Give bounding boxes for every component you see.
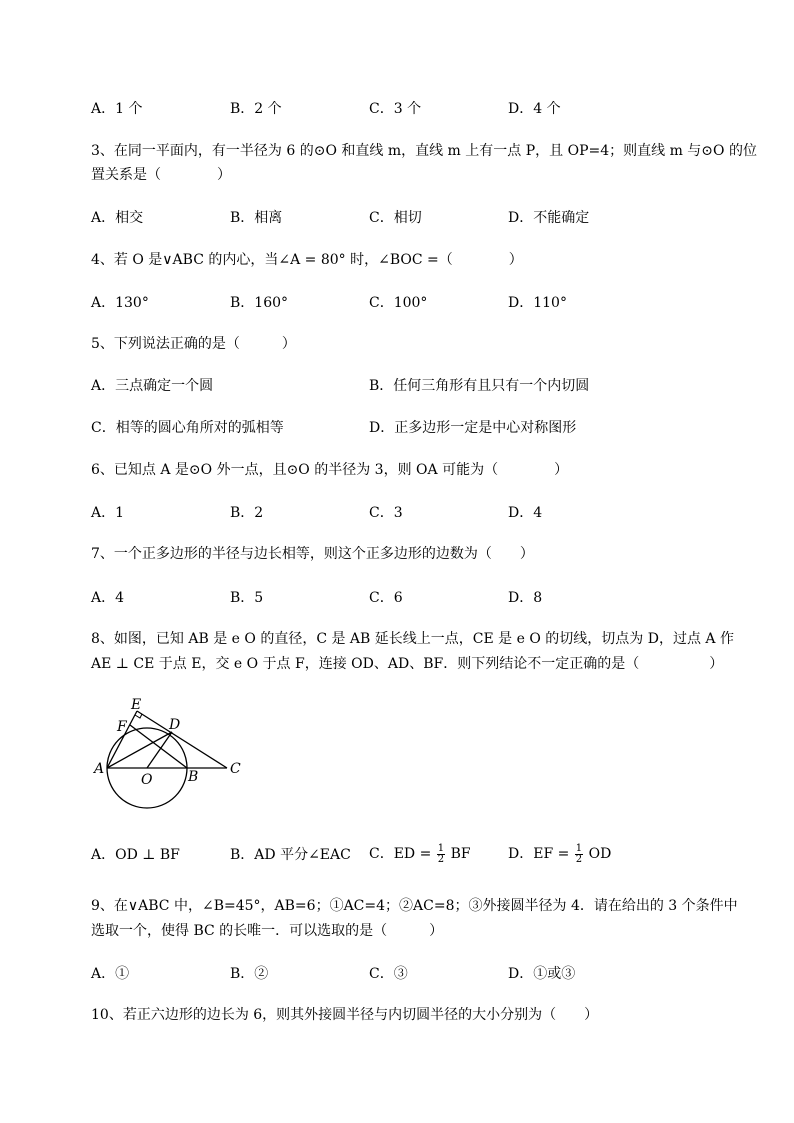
q2-option-c: C．3 个 [369,101,422,117]
q9-option-d: D．①或③ [508,966,576,982]
q7-option-b: B．5 [230,590,264,606]
q9-option-c: C．③ [369,966,408,982]
label-e: E [131,697,142,713]
q2-option-d: D．4 个 [508,101,561,117]
q7-option-c: C．6 [369,590,403,606]
q8-option-c-suffix: BF [450,846,471,862]
fraction-half [575,844,583,865]
q2-option-b: B．2 个 [230,101,282,117]
q8-option-d-suffix: OD [588,846,612,862]
q6-stem: 6、已知点 A 是⊙O 外一点，且⊙O 的半径为 3，则 OA 可能为（ ） [91,462,569,478]
q10-stem: 10、若正六边形的边长为 6，则其外接圆半径与内切圆半径的大小分别为（ ） [91,1007,599,1023]
fraction-numerator: 1 [437,842,445,854]
fraction-denominator: 2 [575,853,583,865]
q8-option-d-prefix: D．EF = [508,846,570,862]
line-od [147,732,172,768]
q8-stem-line2: AE ⊥ CE 于点 E，交 e O 于点 F，连接 OD、AD、BF．则下列结论不一定正确的是（ ） [91,656,724,672]
q8-option-d [508,840,611,868]
fraction-numerator: 1 [575,842,583,854]
q6-option-b: B．2 [230,505,264,521]
right-angle-mark [135,714,142,718]
label-c: C [230,761,241,777]
q9-stem-line2: 选取一个，使得 BC 的长唯一．可以选取的是（ ） [91,923,444,939]
q8-option-c-prefix: C．ED = [369,846,432,862]
fraction-half [437,844,445,865]
q4-option-d: D．110° [508,295,567,311]
q8-geometry-figure [90,695,260,820]
q7-option-d: D．8 [508,590,543,606]
q5-option-b: B．任何三角形有且只有一个内切圆 [369,378,590,394]
q6-option-a: A．1 [91,505,125,521]
q8-option-c [369,840,471,868]
q5-stem: 5、下列说法正确的是（ ） [91,336,296,352]
q9-stem-line1: 9、在∨ABC 中，∠B=45°，AB=6；①AC=4；②AC=8；③外接圆半径为 4．请在给出的 3 个条件中 [91,898,738,914]
q7-option-a: A．4 [91,590,125,606]
q3-option-c: C．相切 [369,210,422,226]
q4-option-b: B．160° [230,295,289,311]
q2-option-a: A．1 个 [91,101,143,117]
q8-stem-line1: 8、如图，已知 AB 是 e O 的直径，C 是 AB 延长线上一点，CE 是 e O 的切线，切点为 D，过点 A 作 [91,631,734,647]
fraction-denominator: 2 [437,853,445,865]
q9-option-b: B．② [230,966,269,982]
q5-option-d: D．正多边形一定是中心对称图形 [369,420,577,436]
q4-option-a: A．130° [91,295,149,311]
q6-option-c: C．3 [369,505,403,521]
label-f: F [117,719,127,735]
q8-option-a: A．OD ⊥ BF [91,847,180,863]
q9-option-a: A．① [91,966,130,982]
line-ce [137,711,227,768]
label-b: B [188,769,199,785]
q4-stem: 4、若 O 是∨ABC 的内心，当∠A = 80° 时，∠BOC =（ ） [91,252,523,268]
q5-option-a: A．三点确定一个圆 [91,378,214,394]
q6-option-d: D．4 [508,505,543,521]
q7-stem: 7、一个正多边形的半径与边长相等，则这个正多边形的边数为（ ） [91,546,534,562]
label-a: A [94,761,105,777]
label-d: D [169,717,181,733]
q8-option-b: B．AD 平分∠EAC [230,847,351,863]
q3-stem-line1: 3、在同一平面内，有一半径为 6 的⊙O 和直线 m，直线 m 上有一点 P，且 OP=4；则直线 m 与⊙O 的位 [91,143,757,159]
q3-stem-line2: 置关系是（ ） [91,167,231,183]
q4-option-c: C．100° [369,295,428,311]
q3-option-a: A．相交 [91,210,144,226]
q3-option-b: B．相离 [230,210,283,226]
q3-option-d: D．不能确定 [508,210,590,226]
label-o: O [141,772,153,788]
q5-option-c: C．相等的圆心角所对的弧相等 [91,420,284,436]
